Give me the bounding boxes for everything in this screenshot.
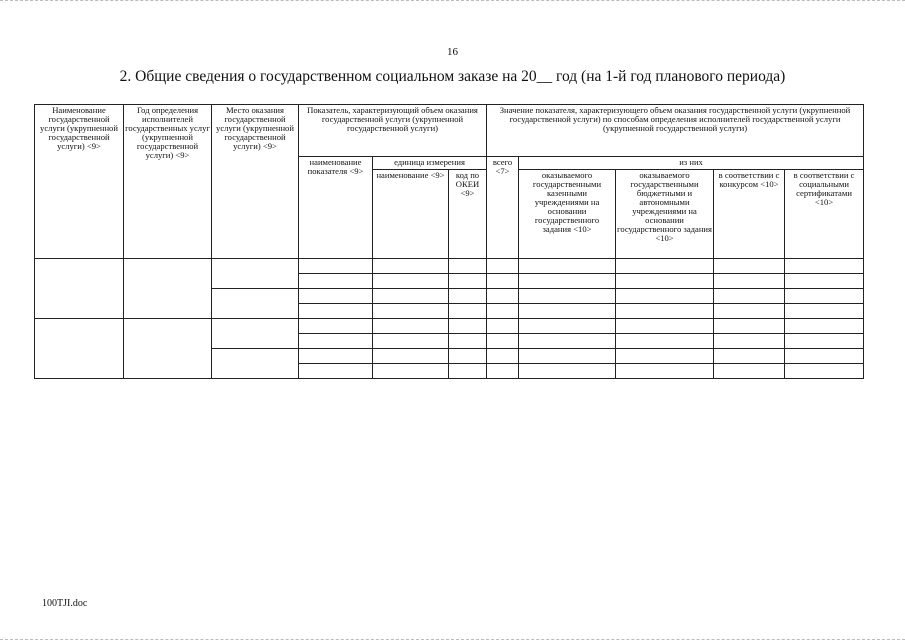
cell-budget-institutions[interactable]: [616, 289, 714, 304]
header-of-them: из них: [519, 157, 864, 170]
cell-state-institutions[interactable]: [519, 259, 616, 274]
cell-state-institutions[interactable]: [519, 334, 616, 349]
cell-okei[interactable]: [449, 274, 487, 289]
cell-budget-institutions[interactable]: [616, 274, 714, 289]
cell-indicator-name[interactable]: [299, 319, 373, 334]
cell-total[interactable]: [487, 259, 519, 274]
cell-budget-institutions[interactable]: [616, 259, 714, 274]
cell-place[interactable]: [212, 259, 299, 289]
cell-unit-name[interactable]: [373, 289, 449, 304]
cell-indicator-name[interactable]: [299, 364, 373, 379]
cell-indicator-name[interactable]: [299, 274, 373, 289]
cell-state-institutions[interactable]: [519, 349, 616, 364]
header-service-name: Наименование государственной услуги (укрупненной государственной услуги) <9>: [35, 105, 124, 259]
table-row: [35, 319, 864, 334]
header-indicator-group: Показатель, характеризующий объем оказания государственной услуги (укрупненной государственной услуги): [299, 105, 487, 157]
cell-state-institutions[interactable]: [519, 364, 616, 379]
cell-budget-institutions[interactable]: [616, 349, 714, 364]
cell-competition[interactable]: [714, 289, 785, 304]
header-state-institutions: оказываемого государственными казенными учреждениями на основании государственного задания <10>: [519, 170, 616, 259]
cell-total[interactable]: [487, 334, 519, 349]
cell-certificates[interactable]: [785, 334, 864, 349]
cell-unit-name[interactable]: [373, 349, 449, 364]
cell-certificates[interactable]: [785, 274, 864, 289]
scan-edge-bottom: [0, 633, 905, 640]
cell-indicator-name[interactable]: [299, 259, 373, 274]
cell-okei[interactable]: [449, 319, 487, 334]
cell-state-institutions[interactable]: [519, 319, 616, 334]
cell-certificates[interactable]: [785, 349, 864, 364]
cell-certificates[interactable]: [785, 289, 864, 304]
cell-total[interactable]: [487, 364, 519, 379]
cell-state-institutions[interactable]: [519, 289, 616, 304]
scan-edge-top: [0, 0, 905, 5]
header-unit-group: единица измерения: [373, 157, 487, 170]
cell-total[interactable]: [487, 349, 519, 364]
cell-place[interactable]: [212, 289, 299, 319]
cell-okei[interactable]: [449, 304, 487, 319]
cell-competition[interactable]: [714, 334, 785, 349]
table-row: [35, 259, 864, 274]
cell-budget-institutions[interactable]: [616, 304, 714, 319]
cell-certificates[interactable]: [785, 364, 864, 379]
cell-total[interactable]: [487, 319, 519, 334]
cell-service-name[interactable]: [35, 319, 124, 379]
cell-unit-name[interactable]: [373, 334, 449, 349]
cell-year[interactable]: [124, 259, 212, 319]
cell-total[interactable]: [487, 274, 519, 289]
header-budget-institutions: оказываемого государственными бюджетными и автономными учреждениями на основании государственного задания <10>: [616, 170, 714, 259]
header-value-group: Значение показателя, характеризующего объем оказания государственной услуги (укрупненной государственной услуги) по способам определения исполнителей государственной услуги (укрупненной государственной услуги): [487, 105, 864, 157]
cell-okei[interactable]: [449, 289, 487, 304]
cell-total[interactable]: [487, 304, 519, 319]
cell-total[interactable]: [487, 289, 519, 304]
cell-state-institutions[interactable]: [519, 304, 616, 319]
cell-certificates[interactable]: [785, 259, 864, 274]
cell-certificates[interactable]: [785, 304, 864, 319]
cell-unit-name[interactable]: [373, 259, 449, 274]
cell-okei[interactable]: [449, 334, 487, 349]
cell-okei[interactable]: [449, 259, 487, 274]
social-order-table: [34, 104, 864, 379]
header-place: Место оказания государственной услуги (укрупненной государственной услуги) <9>: [212, 105, 299, 259]
cell-indicator-name[interactable]: [299, 304, 373, 319]
header-indicator-name: наименование показателя <9>: [299, 157, 373, 259]
cell-competition[interactable]: [714, 364, 785, 379]
cell-unit-name[interactable]: [373, 319, 449, 334]
cell-state-institutions[interactable]: [519, 274, 616, 289]
cell-budget-institutions[interactable]: [616, 364, 714, 379]
cell-competition[interactable]: [714, 274, 785, 289]
cell-place[interactable]: [212, 349, 299, 379]
cell-place[interactable]: [212, 319, 299, 349]
cell-budget-institutions[interactable]: [616, 319, 714, 334]
cell-budget-institutions[interactable]: [616, 334, 714, 349]
header-total: всего <7>: [487, 157, 519, 259]
cell-competition[interactable]: [714, 349, 785, 364]
cell-unit-name[interactable]: [373, 364, 449, 379]
header-unit-name: наименование <9>: [373, 170, 449, 259]
cell-certificates[interactable]: [785, 319, 864, 334]
page-number: 16: [447, 46, 458, 58]
cell-okei[interactable]: [449, 364, 487, 379]
cell-competition[interactable]: [714, 304, 785, 319]
cell-competition[interactable]: [714, 259, 785, 274]
header-year: Год определения исполнителей государственных услуг (укрупненной государственной услуги) <9>: [124, 105, 212, 259]
cell-service-name[interactable]: [35, 259, 124, 319]
section-title: 2. Общие сведения о государственном социальном заказе на 20__ год (на 1-й год планового периода): [119, 68, 786, 85]
cell-indicator-name[interactable]: [299, 289, 373, 304]
cell-indicator-name[interactable]: [299, 349, 373, 364]
cell-okei[interactable]: [449, 349, 487, 364]
footer-filename: 100TJI.doc: [42, 598, 88, 609]
header-competition: в соответствии с конкурсом <10>: [714, 170, 785, 259]
cell-year[interactable]: [124, 319, 212, 379]
header-certificates: в соответствии с социальными сертификатами <10>: [785, 170, 864, 259]
header-okei: код по ОКЕИ <9>: [449, 170, 487, 259]
cell-unit-name[interactable]: [373, 304, 449, 319]
cell-competition[interactable]: [714, 319, 785, 334]
cell-indicator-name[interactable]: [299, 334, 373, 349]
cell-unit-name[interactable]: [373, 274, 449, 289]
